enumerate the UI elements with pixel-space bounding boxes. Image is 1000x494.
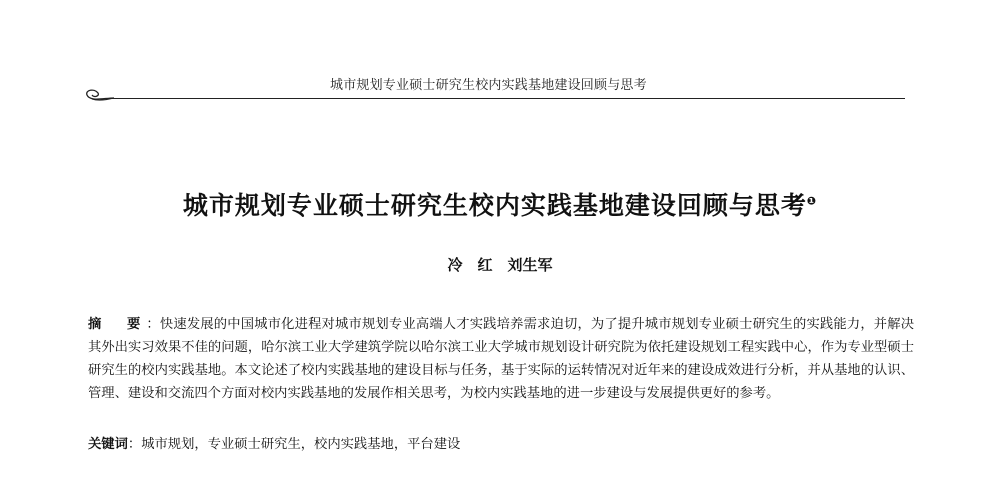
abstract-label: 摘 要: [88, 317, 147, 332]
header-swirl-ornament: [84, 86, 118, 104]
article-title: [0, 186, 1000, 222]
abstract: [88, 313, 914, 405]
abstract-text: 快速发展的中国城市化进程对城市规划专业高端人才实践培养需求迫切，为了提升城市规划专业硕士研究生的实践能力，并解决其外出实习效果不佳的问题，哈尔滨工业大学建筑学院以哈尔滨工业大学城市规划设计研究院为依托建设规划工程实践中心，作为专业型硕士研究生的校内实践基地。本文论述了校内实践基地的建设目标与任务，基于实际的运转情况对近年来的建设成效进行分析，并从基地的认识、管理、建设和交流四个方面对校内实践基地的发展作相关思考，为校内实践基地的进一步建设与发展提供更好的参考。: [88, 317, 915, 401]
article-authors: 冷 红 刘生军: [447, 256, 553, 274]
keywords: [88, 433, 914, 456]
abstract-colon: ：: [146, 317, 160, 332]
running-header: [0, 60, 1000, 110]
keywords-text: 城市规划，专业硕士研究生，校内实践基地，平台建设: [141, 437, 461, 452]
keywords-colon: ：: [127, 437, 142, 452]
running-header-title: 城市规划专业硕士研究生校内实践基地建设回顾与思考: [330, 78, 647, 93]
header-rule: [110, 98, 905, 99]
keywords-label: 关键词: [88, 437, 128, 452]
footnote-marker: ❶: [806, 194, 818, 208]
article-title-text: 城市规划专业硕士研究生校内实践基地建设回顾与思考: [182, 191, 807, 220]
